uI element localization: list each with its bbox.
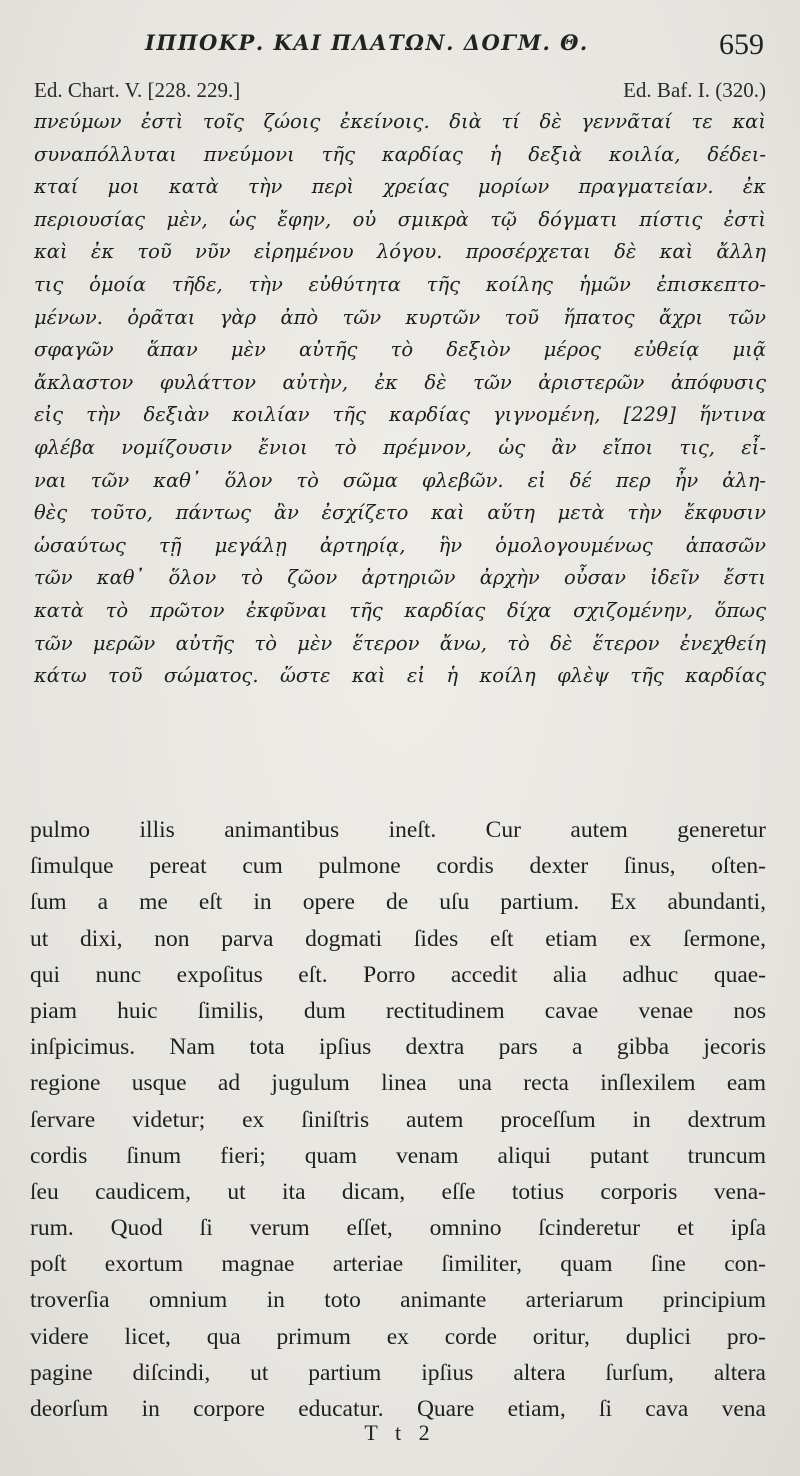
page-number: 659 (719, 28, 764, 61)
greek-text-line: κταί μοι κατὰ τὴν περὶ χρείας μορίων πραγματείαν. ἐκ (34, 175, 766, 199)
edition-right: Ed. Baf. I. (320.) (623, 78, 766, 102)
signature-mark: T t 2 (364, 1420, 436, 1445)
edition-left: Ed. Chart. V. [228. 229.] (34, 78, 241, 102)
greek-text-line: τις ὁμοία τῆδε, τὴν εὐθύτητα τῆς κοίλης ἡμῶν ἐπισκεπτο- (34, 272, 766, 296)
latin-text-line: ut dixi, non parva dogmati ſides eſt etiam ex ſermone, (30, 925, 766, 952)
running-head (0, 28, 800, 68)
greek-text-line: κάτω τοῦ σώματος. ὥστε καὶ εἰ ἡ κοίλη φλὲψ τῆς καρδίας (34, 664, 766, 688)
latin-text-line: pulmo illis animantibus ineſt. Cur autem generetur (30, 817, 766, 843)
latin-text-line: ſeu caudicem, ut ita dicam, eſſe totius corporis vena- (30, 1178, 766, 1205)
greek-text-line: πνεύμων ἐστὶ τοῖς ζώοις ἐκείνοις. διὰ τί δὲ γεννᾶταί τε καὶ (34, 110, 766, 133)
greek-text-line: φλέβα νομίζουσιν ἔνιοι τὸ πρέμνον, ὡς ἂν εἴποι τις, εἶ- (34, 435, 766, 459)
latin-text-line: regione usque ad jugulum linea una recta inſlexilem eam (30, 1070, 766, 1097)
latin-text-line: troverſia omnium in toto animante arteriarum principium (30, 1287, 766, 1314)
greek-text-line: περιουσίας μὲν, ὡς ἔφην, οὐ σμικρὰ τῷ δόγματι πίστις ἐστὶ (34, 207, 766, 231)
greek-text-line: ὡσαύτως τῇ μεγάλῃ ἀρτηρίᾳ, ἣν ὁμολογουμένως ἁπασῶν (34, 533, 766, 557)
latin-text-line: cordis ſinum fieri; quam venam aliqui putant truncum (30, 1142, 766, 1169)
edition-references (34, 78, 766, 104)
latin-text-line: videre licet, qua primum ex corde oritur, duplici pro- (30, 1323, 766, 1350)
greek-text-line: καὶ ἐκ τοῦ νῦν εἰρημένου λόγου. προσέρχεται δὲ καὶ ἄλλη (34, 240, 766, 264)
latin-text-line: pagine diſcindi, ut partium ipſius altera ſurſum, altera (30, 1359, 766, 1386)
latin-text-line: ſervare videtur; ex ſiniſtris autem proceſſum in dextrum (30, 1106, 766, 1133)
greek-text-line: συναπόλλυται πνεύμονι τῆς καρδίας ἡ δεξιὰ κοιλία, δέδει- (34, 142, 766, 166)
latin-text-line: inſpicimus. Nam tota ipſius dextra pars a gibba jecoris (30, 1034, 766, 1061)
latin-text-line: ſimulque pereat cum pulmone cordis dexter ſinus, oſten- (30, 853, 766, 880)
greek-text-line: τῶν καθ᾽ ὅλον τὸ ζῶον ἀρτηριῶν ἀρχὴν οὖσαν ἰδεῖν ἔστι (34, 566, 766, 590)
greek-text-line: σφαγῶν ἅπαν μὲν αὐτῆς τὸ δεξιὸν μέρος εὐθείᾳ μιᾷ (34, 338, 766, 362)
greek-text-line: κατὰ τὸ πρῶτον ἐκφῦναι τῆς καρδίας δίχα σχιζομένην, ὅπως (34, 598, 766, 622)
latin-text-line: rum. Quod ſi verum eſſet, omnino ſcinderetur et ipſa (30, 1215, 766, 1242)
greek-text-block (34, 106, 766, 693)
latin-text-line: qui nunc expoſitus eſt. Porro accedit alia adhuc quae- (30, 961, 766, 988)
latin-text-block (30, 812, 766, 1427)
greek-text-line: ναι τῶν καθ᾽ ὅλον τὸ σῶμα φλεβῶν. εἰ δέ περ ἦν ἀλη- (34, 468, 766, 492)
greek-text-line: ἄκλαστον φυλάττον αὐτὴν, ἐκ δὲ τῶν ἀριστερῶν ἀπόφυσις (34, 370, 766, 394)
greek-text-line: εἰς τὴν δεξιὰν κοιλίαν τῆς καρδίας γιγνομένη, [229] ἥντινα (34, 403, 766, 427)
running-title: ΙΠΠΟΚΡ. ΚΑΙ ΠΛΑΤΩΝ. ΔΟΓΜ. Θ. (145, 30, 589, 55)
latin-text-line: poſt exortum magnae arteriae ſimiliter, quam ſine con- (30, 1251, 766, 1278)
latin-text-line: ſum a me eſt in opere de uſu partium. Ex abundanti, (30, 889, 766, 916)
latin-text-line: piam huic ſimilis, dum rectitudinem cavae venae nos (30, 997, 766, 1024)
greek-text-line: τῶν μερῶν αὐτῆς τὸ μὲν ἕτερον ἄνω, τὸ δὲ ἕτερον ἐνεχθείη (34, 631, 766, 655)
latin-text-line: deorſum in corpore educatur. Quare etiam, ſi cava vena (30, 1396, 766, 1422)
greek-text-line: θὲς τοῦτο, πάντως ἂν ἐσχίζετο καὶ αὕτη μετὰ τὴν ἔκφυσιν (34, 501, 766, 525)
greek-text-line: μένων. ὁρᾶται γὰρ ἀπὸ τῶν κυρτῶν τοῦ ἥπατος ἄχρι τῶν (34, 305, 766, 329)
